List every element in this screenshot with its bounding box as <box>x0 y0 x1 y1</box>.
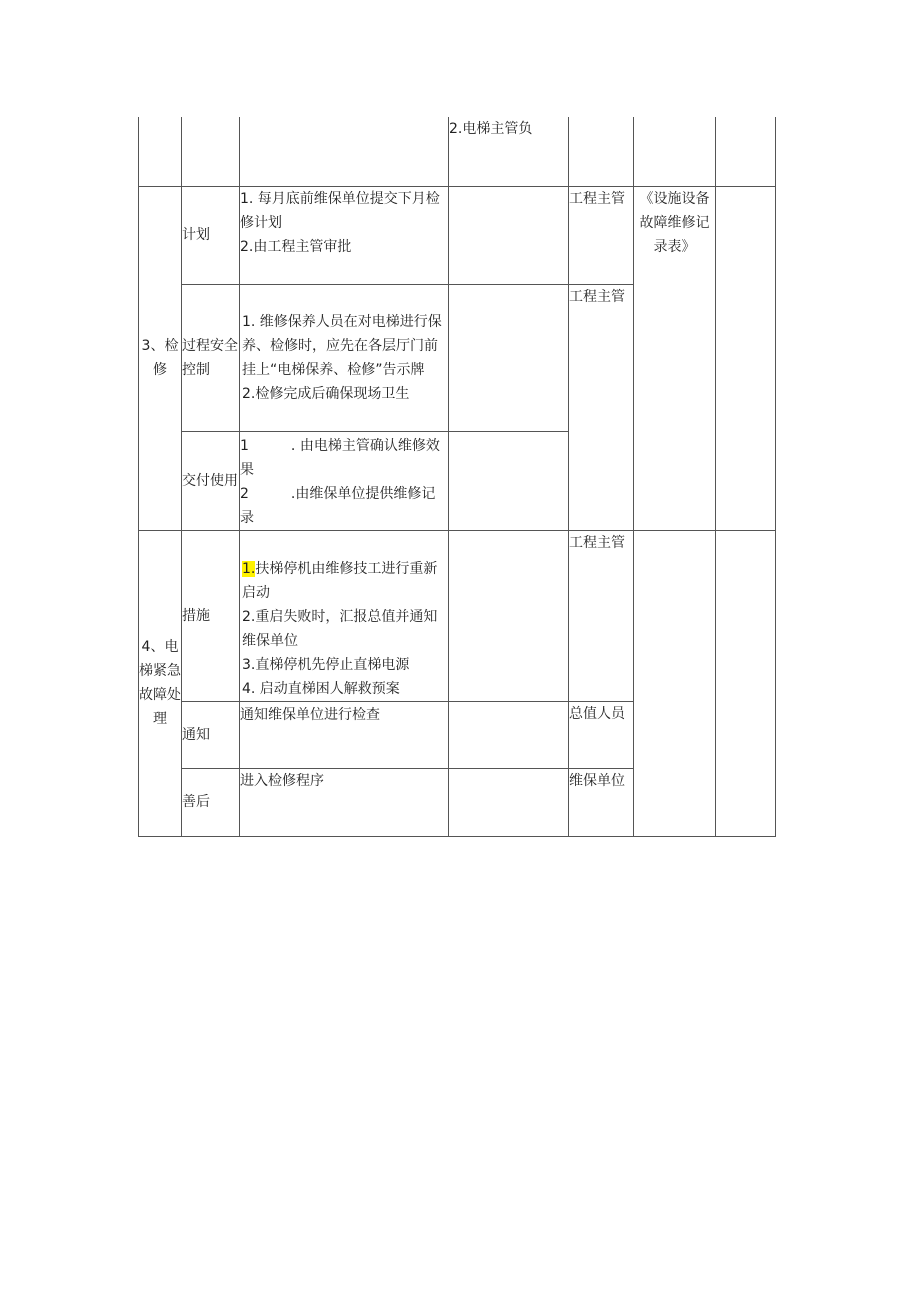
content-line: 扶梯停机由维修技工进行重新启动 <box>242 560 438 601</box>
step-label: 交付使用 <box>182 431 240 530</box>
content-line: 3.直梯停机先停止直梯电源 <box>242 656 410 673</box>
owner-cell: 工程主管 <box>569 530 634 701</box>
step-content <box>240 431 449 530</box>
procedure-table <box>138 117 776 837</box>
table-cell <box>449 431 569 530</box>
content-line: 2.重启失败时，汇报总值并通知维保单位 <box>242 608 438 649</box>
record-form-cell: 《设施设备故障维修记录表》 <box>634 186 716 530</box>
owner-cell: 总值人员 <box>569 701 634 768</box>
table-cell <box>449 530 569 701</box>
table-row <box>139 186 776 284</box>
table-row <box>139 530 776 701</box>
step-content: 通知维保单位进行检查 <box>240 701 449 768</box>
table-cell <box>449 117 569 186</box>
content-line: 2.由工程主管审批 <box>240 238 352 255</box>
step-label: 措施 <box>182 530 240 701</box>
content-line: 1. 维修保养人员在对电梯进行保养、检修时，应先在各层厅门前挂上“电梯保养、检修”告示牌 <box>242 313 442 378</box>
table-cell <box>449 768 569 836</box>
table-cell <box>569 117 634 186</box>
content-line: . 由电梯主管确认维修效果 <box>240 437 440 478</box>
list-number: 1 <box>240 437 249 454</box>
table-cell <box>716 117 776 186</box>
step-label: 通知 <box>182 701 240 768</box>
table-cell <box>182 117 240 186</box>
step-label: 过程安全控制 <box>182 284 240 431</box>
owner-cell: 工程主管 <box>569 186 634 284</box>
content-line: .由维保单位提供维修记录 <box>240 485 436 526</box>
table-cell <box>449 284 569 431</box>
table-cell <box>240 117 449 186</box>
content-line: 4. 启动直梯困人解救预案 <box>242 680 400 697</box>
step-content <box>240 530 449 701</box>
table-cell <box>634 530 716 836</box>
table-cell <box>716 186 776 530</box>
table-cell <box>449 186 569 284</box>
table-cell <box>716 530 776 836</box>
content-line: 2.检修完成后确保现场卫生 <box>242 385 410 402</box>
section-4-title: 4、电梯紧急故障处理 <box>139 530 182 836</box>
table-cell <box>449 701 569 768</box>
owner-cell: 工程主管 <box>569 284 634 530</box>
step-label: 善后 <box>182 768 240 836</box>
section-3-title: 3、检修 <box>139 186 182 530</box>
list-number: 2 <box>240 485 249 502</box>
step-label: 计划 <box>182 186 240 284</box>
step-content: 进入检修程序 <box>240 768 449 836</box>
table-row <box>139 117 776 186</box>
owner-cell: 维保单位 <box>569 768 634 836</box>
highlighted-number: 1. <box>242 560 256 577</box>
continued-text: 2.电梯主管负 <box>449 121 533 137</box>
table-cell <box>634 117 716 186</box>
step-content <box>240 284 449 431</box>
content-line: 1. 每月底前维保单位提交下月检修计划 <box>240 190 440 231</box>
table-cell <box>139 117 182 186</box>
step-content <box>240 186 449 284</box>
